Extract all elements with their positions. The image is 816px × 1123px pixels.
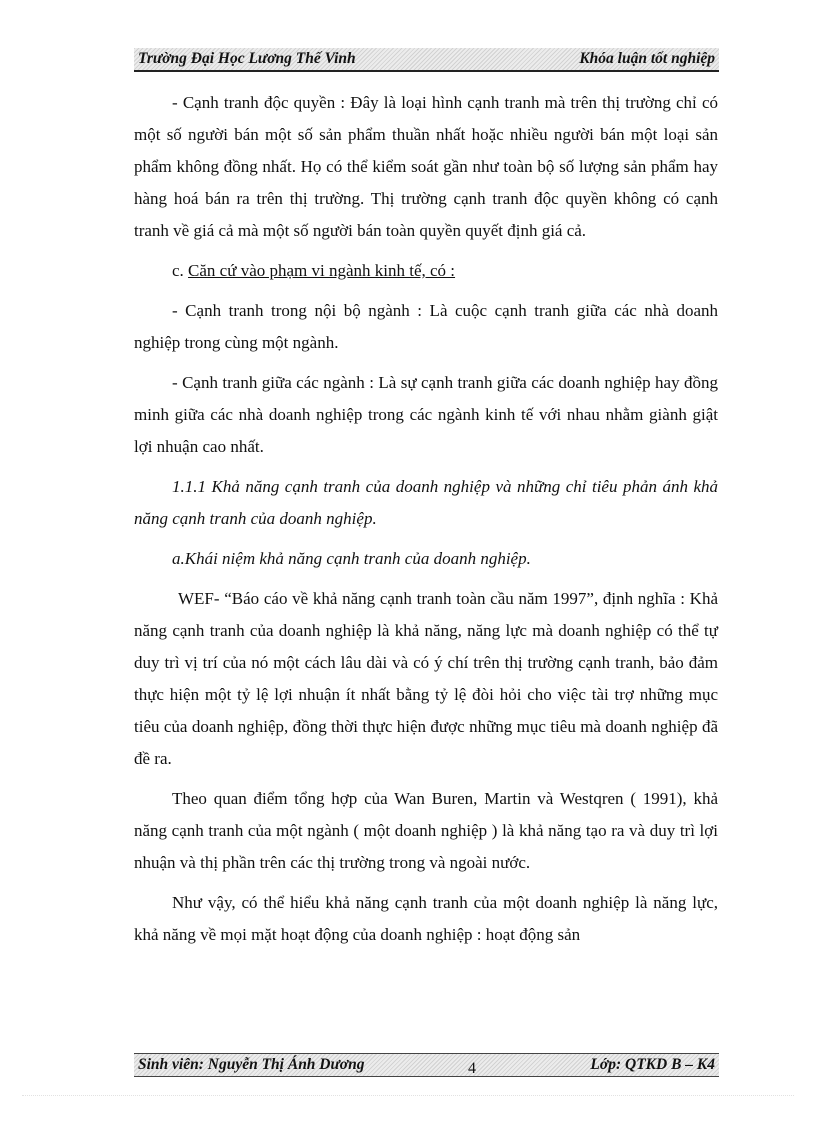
- footer-student: Sinh viên: Nguyễn Thị Ánh Dương: [138, 1056, 365, 1073]
- heading-c: [134, 255, 718, 287]
- header-school: Trường Đại Học Lương Thế Vinh: [138, 50, 356, 67]
- paragraph-wef-definition: WEF- “Báo cáo về khả năng cạnh tranh toàn cầu năm 1997”, định nghĩa : Khả năng cạnh tranh của doanh nghiệp là khả năng, năng lực mà doanh nghiệp có thể tự duy trì vị trí của nó một cách lâu dài và có ý chí trên thị trường cạnh tranh, bảo đảm thực hiện một tỷ lệ lợi nhuận ít nhất bằng tỷ lệ đòi hỏi cho việc tài trợ những mục tiêu của doanh nghiệp, đồng thời thực hiện được những mục tiêu mà doanh nghiệp đã đề ra.: [134, 589, 718, 768]
- page-number: 4: [468, 1060, 476, 1077]
- paragraph-conclusion: Như vậy, có thể hiểu khả năng cạnh tranh của một doanh nghiệp là năng lực, khả năng về mọi mặt hoạt động của doanh nghiệp : hoạt động sản: [134, 893, 718, 944]
- heading-c-text: Căn cứ vào phạm vi ngành kinh tế, có :: [188, 261, 456, 280]
- paragraph-intra-industry: - Cạnh tranh trong nội bộ ngành : Là cuộc cạnh tranh giữa các nhà doanh nghiệp trong cùng một ngành.: [134, 301, 718, 352]
- page-body: [134, 87, 718, 959]
- paragraph-inter-industry: - Cạnh tranh giữa các ngành : Là sự cạnh tranh giữa các doanh nghiệp hay đồng minh giữa các nhà doanh nghiệp trong các ngành kinh tế với nhau nhằm giành giật lợi nhuận cao nhất.: [134, 373, 718, 456]
- heading-c-prefix: c.: [172, 261, 189, 280]
- section-heading-1-1-1: 1.1.1 Khả năng cạnh tranh của doanh nghiệp và những chỉ tiêu phản ánh khả năng cạnh tranh của doanh nghiệp.: [134, 477, 718, 528]
- header-doc-type: Khóa luận tốt nghiệp: [579, 50, 715, 67]
- subsection-heading-a: a.Khái niệm khả năng cạnh tranh của doanh nghiệp.: [172, 549, 531, 568]
- page-header: [134, 48, 719, 72]
- footer-class: Lớp: QTKD B – K4: [590, 1056, 715, 1073]
- bottom-divider: [22, 1095, 794, 1096]
- paragraph-monopolistic-competition: - Cạnh tranh độc quyền : Đây là loại hình cạnh tranh mà trên thị trường chỉ có một số người bán một số sản phẩm thuần nhất hoặc nhiều người bán một loại sản phẩm không đồng nhất. Họ có thể kiểm soát gần như toàn bộ số lượng sản phẩm hay hàng hoá bán ra trên thị trường. Thị trường cạnh tranh độc quyền không có cạnh tranh về giá cả mà một số người bán toàn quyền quyết định giá cả.: [134, 93, 718, 240]
- page-footer: [134, 1053, 719, 1077]
- paragraph-wan-buren: Theo quan điểm tổng hợp của Wan Buren, Martin và Westqren ( 1991), khả năng cạnh tranh của một ngành ( một doanh nghiệp ) là khả năng tạo ra và duy trì lợi nhuận và thị phần trên các thị trường trong và ngoài nước.: [134, 789, 718, 872]
